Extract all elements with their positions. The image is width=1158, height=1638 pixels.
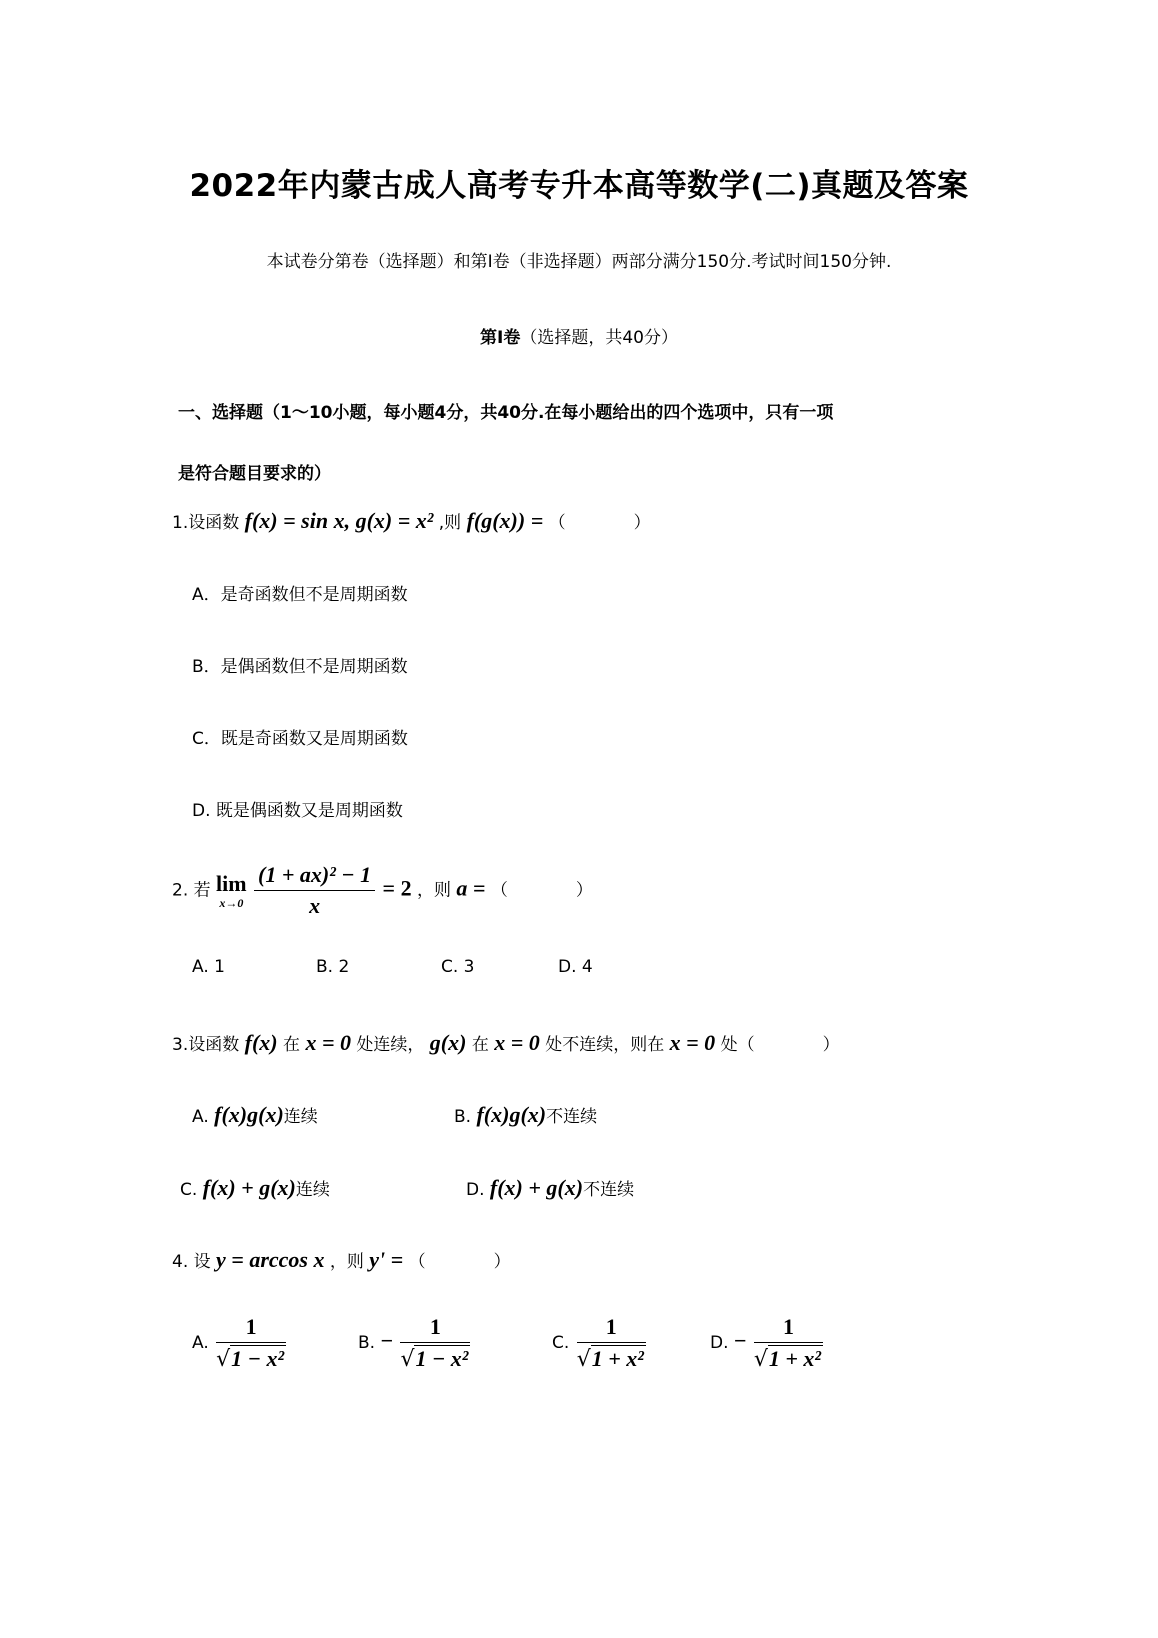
q1-formula: f(x) = sin x, g(x) = x²: [244, 508, 434, 533]
question-1: [172, 508, 651, 534]
q4-option-b-label: B.: [358, 1333, 376, 1353]
q2-rhs: = 2: [382, 875, 412, 901]
q3-option-c-label: C.: [180, 1180, 198, 1200]
q2-limit: [216, 870, 247, 910]
q4-prefix: 4. 设: [172, 1252, 211, 1272]
q2-paren: （ ）: [490, 880, 593, 901]
section-heading-line1: 一、选择题（1～10小题，每小题4分，共40分.在每小题给出的四个选项中，只有一项: [178, 403, 834, 423]
q1-paren: （ ）: [548, 513, 651, 533]
q3-option-d-label: D.: [466, 1180, 485, 1200]
q4-option-b-num: 1: [400, 1314, 470, 1343]
q3-option-a: [192, 1102, 318, 1128]
q4-option-b-sign: −: [380, 1328, 394, 1353]
part-heading-rest: （选择题，共40分）: [520, 328, 678, 348]
q4-option-d-num: 1: [754, 1314, 823, 1343]
q2-prefix: 2. 若: [172, 880, 211, 901]
q3-notcont: 处不连续，则在: [545, 1035, 665, 1055]
q3-at2: 在: [471, 1035, 489, 1055]
q3-x0-a: x = 0: [305, 1030, 351, 1055]
q3-option-b-expr: f(x)g(x): [476, 1102, 547, 1127]
q3-x0-b: x = 0: [494, 1030, 540, 1055]
q3-prefix: 3.设函数: [172, 1035, 240, 1055]
q3-option-a-text: 连续: [283, 1107, 318, 1127]
q2-option-c: C. 3: [441, 957, 475, 977]
q3-x0-c: x = 0: [669, 1030, 716, 1055]
q4-option-a: [192, 1314, 288, 1372]
q2-ask: a =: [456, 875, 486, 901]
q4-option-a-label: A.: [192, 1333, 209, 1353]
question-4: [172, 1247, 511, 1273]
q3-option-c: [180, 1175, 330, 1201]
q3-option-c-expr: f(x) + g(x): [202, 1175, 296, 1200]
q3-end: 处（ ）: [720, 1035, 840, 1055]
q2-numerator: (1 + ax)² − 1: [254, 862, 375, 891]
question-3: [172, 1030, 840, 1056]
q2-option-d: D. 4: [558, 957, 593, 977]
q3-at1: 在: [283, 1035, 301, 1055]
part-heading-bold: 第Ⅰ卷: [480, 328, 521, 348]
q4-option-c: [552, 1314, 648, 1372]
q1-option-a: A．是奇函数但不是周期函数: [192, 585, 408, 605]
q4-formula: y = arccos x: [216, 1247, 325, 1272]
q4-option-d-sign: −: [733, 1328, 747, 1353]
q3-option-c-text: 连续: [295, 1180, 330, 1200]
question-2: [172, 862, 593, 919]
q4-paren: （ ）: [408, 1252, 511, 1272]
q4-option-d-label: D.: [710, 1333, 729, 1353]
q3-option-d: [466, 1175, 634, 1201]
q1-prefix: 1.设函数: [172, 513, 240, 533]
sqrt-icon: √: [753, 1347, 768, 1372]
q4-option-c-fraction: [577, 1314, 646, 1372]
q4-option-c-den: 1 + x²: [591, 1346, 644, 1371]
q1-option-d: D. 既是偶函数又是周期函数: [192, 801, 403, 821]
sqrt-icon: √: [576, 1347, 591, 1372]
q4-option-a-fraction: [216, 1314, 286, 1372]
q3-option-b: [454, 1102, 597, 1128]
q1-option-c: C．既是奇函数又是周期函数: [192, 729, 408, 749]
q4-option-a-den: 1 − x²: [231, 1346, 285, 1371]
exam-intro: 本试卷分第卷（选择题）和第Ⅰ卷（非选择题）两部分满分150分.考试时间150分钟.: [266, 252, 892, 272]
sqrt-icon: √: [400, 1347, 415, 1372]
q1-ask: f(g(x)) =: [466, 508, 544, 533]
q2-option-b: B. 2: [316, 957, 350, 977]
q3-option-d-text: 不连续: [583, 1180, 635, 1200]
q3-cont: 处连续，: [356, 1035, 425, 1055]
section-heading-line2: 是符合题目要求的）: [178, 464, 331, 484]
q2-option-a: A. 1: [192, 957, 225, 977]
q4-option-d-fraction: [754, 1314, 823, 1372]
q4-option-c-num: 1: [577, 1314, 646, 1343]
q4-option-d-den: 1 + x²: [768, 1346, 822, 1371]
q4-option-a-num: 1: [216, 1314, 286, 1343]
q3-option-b-label: B.: [454, 1107, 472, 1127]
q3-option-a-expr: f(x)g(x): [214, 1102, 284, 1127]
q3-f: f(x): [244, 1030, 278, 1055]
q4-option-d: [710, 1314, 825, 1372]
q2-denominator: x: [309, 893, 321, 918]
q3-option-a-label: A.: [192, 1107, 209, 1127]
q1-option-b: B．是偶函数但不是周期函数: [192, 657, 408, 677]
q3-option-b-text: 不连续: [546, 1107, 598, 1127]
q2-fraction: [254, 862, 375, 919]
part-heading: [0, 323, 1158, 348]
q1-mid: ,则: [438, 513, 462, 533]
sqrt-icon: √: [216, 1347, 231, 1372]
q4-option-b: [358, 1314, 472, 1372]
q3-g: g(x): [429, 1030, 467, 1055]
document-title: 2022年内蒙古成人高考专升本高等数学(二)真题及答案: [189, 168, 969, 204]
q3-option-d-expr: f(x) + g(x): [489, 1175, 584, 1200]
q2-lim-label: lim: [216, 870, 247, 896]
q4-ask: y' =: [369, 1247, 404, 1272]
q4-option-c-label: C.: [552, 1333, 570, 1353]
q4-option-b-fraction: [400, 1314, 470, 1372]
q2-mid: ，则: [416, 880, 451, 901]
q4-option-b-den: 1 − x²: [415, 1346, 469, 1371]
q2-lim-sub: x→0: [219, 895, 244, 910]
q4-mid: ，则: [329, 1252, 364, 1272]
